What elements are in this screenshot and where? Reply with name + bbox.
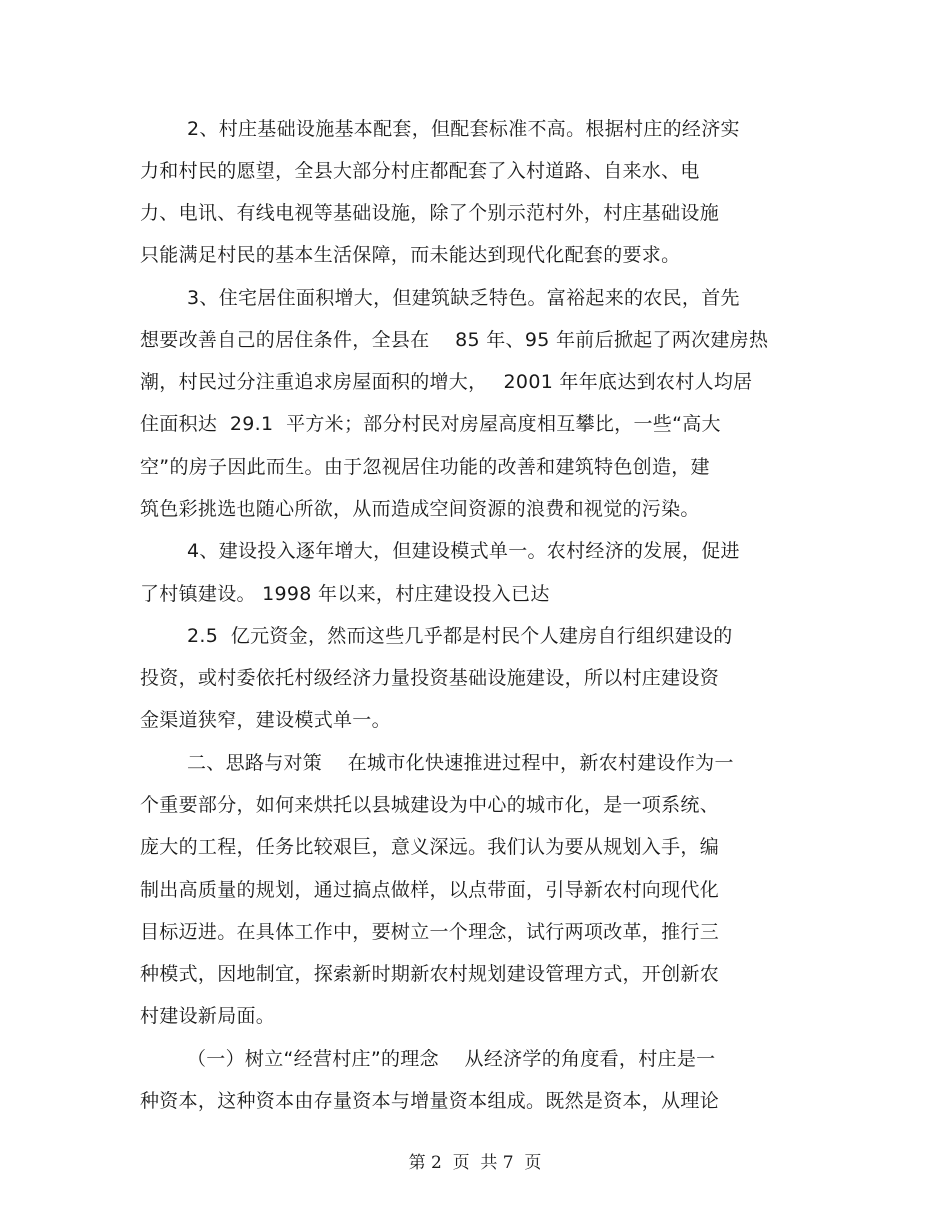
paragraph-line: 村建设新局面。 [140,1005,276,1027]
paragraph-line: 个重要部分，如何来烘托以县城建设为中心的城市化，是一项系统、 [140,794,720,816]
paragraph-line: 2.5 亿元资金，然而这些几乎都是村民个人建房自行组织建设的 [187,625,733,647]
paragraph-line: 4、建设投入逐年增大，但建设模式单一。农村经济的发展，促进 [187,540,740,562]
paragraph-line: 目标迈进。在具体工作中，要树立一个理念，试行两项改革，推行三 [140,921,720,943]
paragraph-line: 种资本，这种资本由存量资本与增量资本组成。既然是资本，从理论 [140,1090,720,1112]
paragraph-line: 筑色彩挑选也随心所欲，从而造成空间资源的浪费和视觉的污染。 [140,498,700,520]
paragraph-line: 二、思路与对策 在城市化快速推进过程中，新农村建设作为一 [187,752,734,774]
page-number-footer: 第 2 页 共 7 页 [408,1153,542,1173]
paragraph-line: 住面积达 29.1 平方米；部分村民对房屋高度相互攀比，一些“高大 [140,413,721,435]
paragraph-line: 2、村庄基础设施基本配套，但配套标准不高。根据村庄的经济实 [187,118,740,140]
paragraph-line: 种模式，因地制宜，探索新时期新农村规划建设管理方式，开创新农 [140,963,720,985]
paragraph-line: 投资，或村委依托村级经济力量投资基础设施建设，所以村庄建设资 [140,667,720,689]
paragraph-line: 只能满足村民的基本生活保障，而未能达到现代化配套的要求。 [140,244,681,266]
paragraph-line: 力和村民的愿望，全县大部分村庄都配套了入村道路、自来水、电 [140,160,700,182]
paragraph-line: （一）树立“经营村庄”的理念 从经济学的角度看，村庄是一 [187,1048,716,1070]
paragraph-line: 潮，村民过分注重追求房屋面积的增大， 2001 年年底达到农村人均居 [140,371,753,393]
paragraph-line: 3、住宅居住面积增大，但建筑缺乏特色。富裕起来的农民，首先 [187,287,740,309]
paragraph-line: 了村镇建设。 1998 年以来，村庄建设投入已达 [140,583,550,605]
paragraph-line: 力、电讯、有线电视等基础设施，除了个别示范村外，村庄基础设施 [140,202,720,224]
paragraph-line: 庞大的工程，任务比较艰巨，意义深远。我们认为要从规划入手，编 [140,836,720,858]
paragraph-line: 制出高质量的规划，通过搞点做样，以点带面，引导新农村向现代化 [140,879,720,901]
paragraph-line: 空”的房子因此而生。由于忽视居住功能的改善和建筑特色创造，建 [140,456,710,478]
paragraph-line: 想要改善自己的居住条件，全县在 85 年、95 年前后掀起了两次建房热 [140,329,769,351]
paragraph-line: 金渠道狭窄，建设模式单一。 [140,709,391,731]
